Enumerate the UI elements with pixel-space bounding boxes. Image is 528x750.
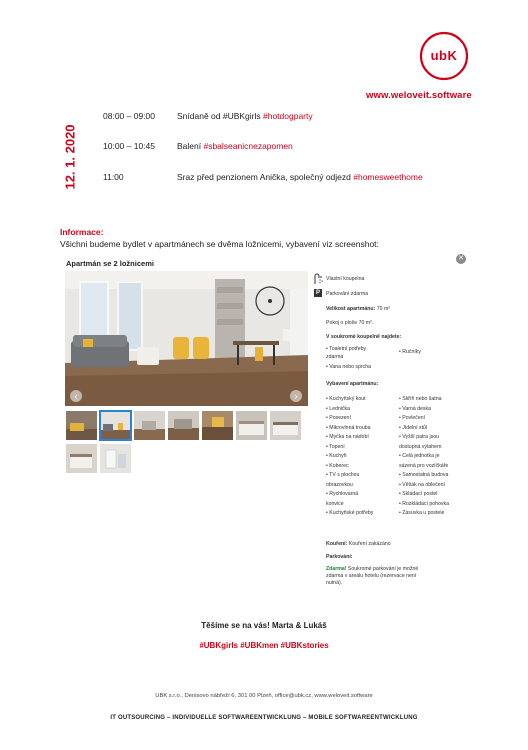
- chevron-right-icon[interactable]: ›: [290, 390, 302, 402]
- website-url[interactable]: www.weloveit.software: [366, 90, 472, 101]
- size-row: Velikost apartmánu: 70 m²: [326, 306, 391, 312]
- bathroom-list-right: [399, 349, 421, 355]
- list-item: • Koberec: [326, 462, 349, 469]
- smoking-row: Kouření: Kouření zakázáno: [326, 541, 391, 547]
- company-address: UBK s.r.o., Denisovo nábřeží 6, 301 00 Plzeň, office@ubk.cz, www.weloveit.software: [155, 693, 373, 699]
- list-item: konvice: [326, 500, 344, 507]
- chevron-left-icon[interactable]: ‹: [70, 390, 82, 402]
- list-item: • Rychlovarná: [326, 491, 359, 497]
- ubk-logo: [418, 30, 470, 82]
- list-item: • Ručníky: [399, 349, 421, 355]
- bathroom-list-left: [326, 346, 371, 370]
- list-item: • TV s plochou: [326, 472, 360, 478]
- info-heading: Informace:: [60, 227, 104, 237]
- parking-feature: Parkování zdarma: [326, 291, 369, 297]
- list-item: • Lednička: [326, 405, 351, 412]
- main-apartment-photo[interactable]: [65, 271, 308, 406]
- list-item: • Kuchyňský kout: [326, 396, 366, 402]
- schedule-item: Sraz před penzionem Anička, společný odjezd #homesweethome: [177, 172, 423, 182]
- greeting: Těšíme se na vás! Marta & Lukáš: [201, 621, 327, 630]
- photo-thumbnail[interactable]: [236, 411, 267, 440]
- list-item: • Povlečení: [399, 415, 426, 421]
- info-text: Všichni budeme bydlet v apartmánech se dvěma ložnicemi, vybavení viz screenshot:: [60, 239, 379, 249]
- room-size: Pokoj o ploše 70 m².: [326, 320, 374, 326]
- list-item: • Myčka na nádobí: [326, 434, 369, 440]
- bathroom-heading: V soukromé koupelně najdete:: [326, 334, 402, 340]
- parking-info: Zdarma! Soukromé parkování je možné zdarma v areálu hotelu (rezervace není nutná).: [326, 566, 419, 586]
- close-icon[interactable]: ✕: [456, 254, 466, 264]
- list-item: sázená pro vozíčkáře: [399, 462, 449, 469]
- hashtags: #UBKgirls #UBKmen #UBKstories: [199, 641, 329, 650]
- list-item: • Zásuvka u postele: [399, 510, 445, 516]
- list-item: • Posezení: [326, 415, 351, 421]
- list-item: • Celá jednotka je: [399, 453, 440, 459]
- hashtag: #homesweethome: [353, 172, 423, 182]
- parking-icon: P: [315, 290, 320, 296]
- list-item: • Varná deska: [399, 405, 431, 412]
- schedule-item: Snídaně od #UBKgirls #hotdogparty: [177, 111, 313, 121]
- photo-thumbnail[interactable]: [270, 411, 301, 440]
- company-slogan: IT OUTSOURCING – INDIVIDUELLE SOFTWAREENTWICKLUNG – MOBILE SOFTWAREENTWICKLUNG: [110, 715, 418, 721]
- schedule-time: 08:00 – 09:00: [103, 111, 155, 121]
- svg-text:ubK: ubK: [430, 48, 458, 63]
- list-item: zdarma: [326, 354, 344, 360]
- list-item: • Kuchyňské potřeby: [326, 510, 374, 516]
- photo-thumbnail[interactable]: [202, 411, 233, 440]
- photo-thumbnail[interactable]: [100, 444, 131, 473]
- list-item: • Mikrovlnná trouba: [326, 424, 371, 431]
- photo-thumbnail[interactable]: [134, 411, 165, 440]
- equipment-heading: Vybavení apartmánu:: [326, 381, 379, 387]
- parking-heading: Parkování:: [326, 554, 353, 560]
- list-item: • Jídelní stůl: [399, 424, 428, 431]
- listing-title: Apartmán se 2 ložnicemi: [66, 259, 154, 268]
- hashtag: #sbalseanicnezapomen: [203, 141, 293, 151]
- list-item: • Kuchyň: [326, 453, 347, 459]
- list-item: • Skříň nebo šatna: [399, 396, 442, 402]
- list-item: obrazovkou: [326, 481, 353, 488]
- list-item: dostupná výtahem: [399, 443, 442, 450]
- free-badge: Zdarma!: [326, 566, 347, 572]
- schedule-item: Balení #sbalseanicnezapomen: [177, 141, 293, 151]
- list-item: • Rozkládací pohovka: [399, 500, 449, 507]
- schedule-time: 10:00 – 10:45: [103, 141, 155, 151]
- photo-thumbnail-selected[interactable]: [100, 411, 131, 440]
- list-item: • Vyšší patra jsou: [399, 434, 439, 440]
- list-item: • Skládací postel: [399, 491, 438, 497]
- event-date: 12. 1. 2020: [62, 124, 78, 190]
- schedule-time: 11:00: [103, 172, 124, 182]
- bathroom-feature: Vlastní koupelna: [326, 276, 365, 282]
- photo-thumbnail[interactable]: [66, 444, 97, 473]
- photo-thumbnail[interactable]: [66, 411, 97, 440]
- equipment-list-right: [399, 395, 449, 519]
- equipment-list-left: [326, 395, 373, 519]
- list-item: • Vana nebo sprcha: [326, 364, 371, 370]
- list-item: • Věšák na oblečení: [399, 481, 445, 488]
- list-item: • Topení: [326, 443, 345, 450]
- hashtag: #hotdogparty: [263, 111, 313, 121]
- list-item: • Toaletní potřeby: [326, 346, 367, 352]
- list-item: • Samostatná budova: [399, 472, 449, 478]
- photo-thumbnail[interactable]: [168, 411, 199, 440]
